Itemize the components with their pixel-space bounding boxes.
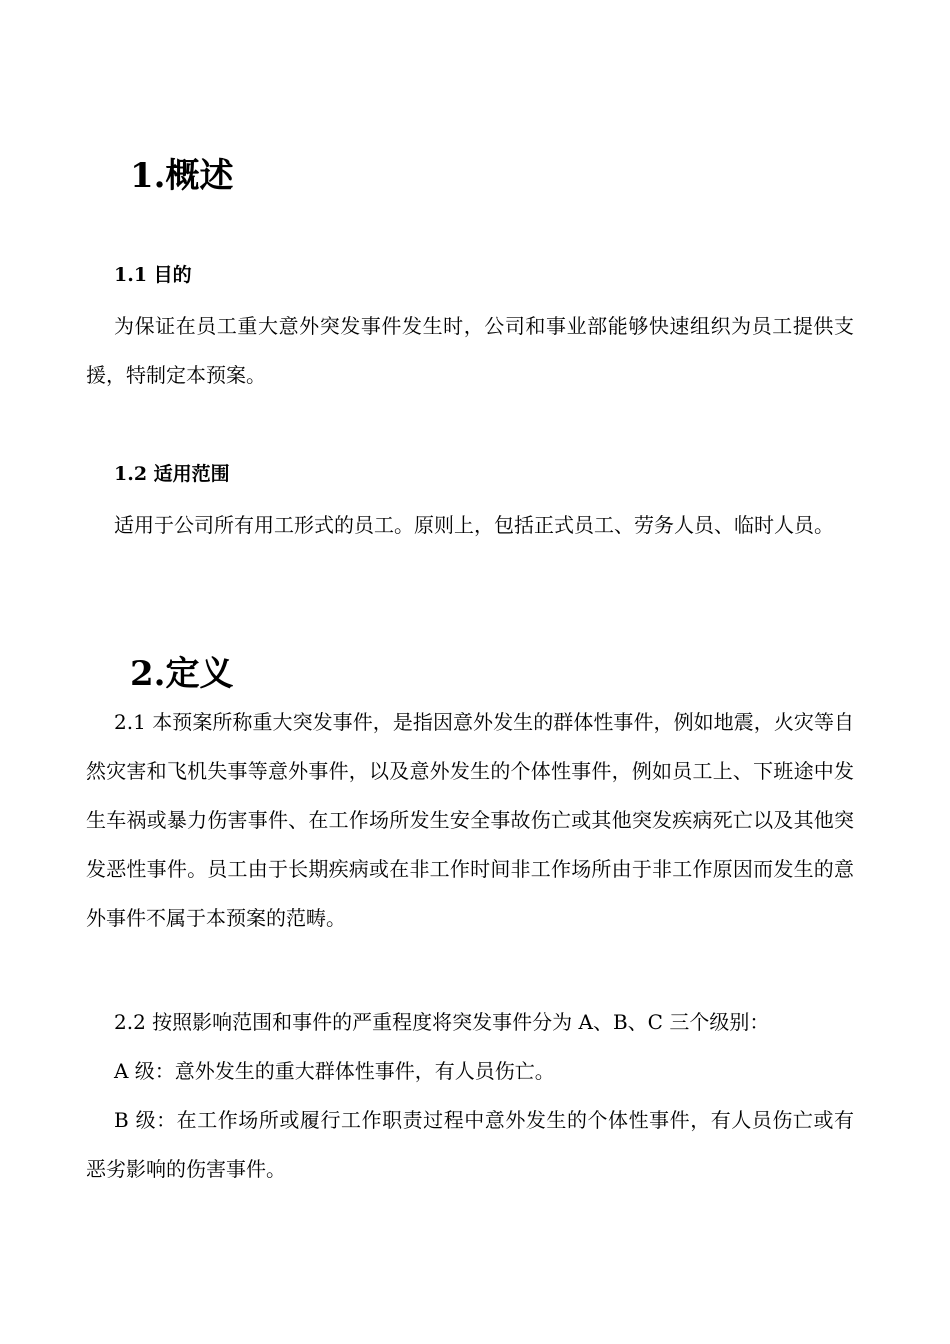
paragraph-level-a: A 级：意外发生的重大群体性事件，有人员伤亡。	[114, 1059, 555, 1083]
paragraph-scope: 适用于公司所有用工形式的员工。原则上，包括正式员工、劳务人员、临时人员。	[114, 513, 834, 537]
paragraph-definition-2-2: 2.2 按照影响范围和事件的严重程度将突发事件分为 A、B、C 三个级别：	[114, 1010, 770, 1034]
paragraph-definition-2-1: 2.1 本预案所称重大突发事件，是指因意外发生的群体性事件，例如地震，火灾等自然灾害和飞机失事等意外事件，以及意外发生的个体性事件，例如员工上、下班途中发生车祸或暴力伤害事件、在工作场所发生安全事故伤亡或其他突发疾病死亡以及其他突发恶性事件。员工由于长期疾病或在非工作时间非工作场所由于非工作原因而发生的意外事件不属于本预案的范畴。	[86, 710, 854, 930]
section-heading-overview: 1.概述	[130, 156, 234, 196]
subsection-heading-scope: 1.2 适用范围	[114, 463, 230, 485]
paragraph-purpose: 为保证在员工重大意外突发事件发生时，公司和事业部能够快速组织为员工提供支援，特制定本预案。	[86, 314, 854, 387]
paragraph-level-b: B 级：在工作场所或履行工作职责过程中意外发生的个体性事件，有人员伤亡或有恶劣影响的伤害事件。	[86, 1108, 854, 1181]
section-heading-definition: 2.定义	[130, 654, 234, 694]
subsection-heading-purpose: 1.1 目的	[114, 264, 192, 286]
